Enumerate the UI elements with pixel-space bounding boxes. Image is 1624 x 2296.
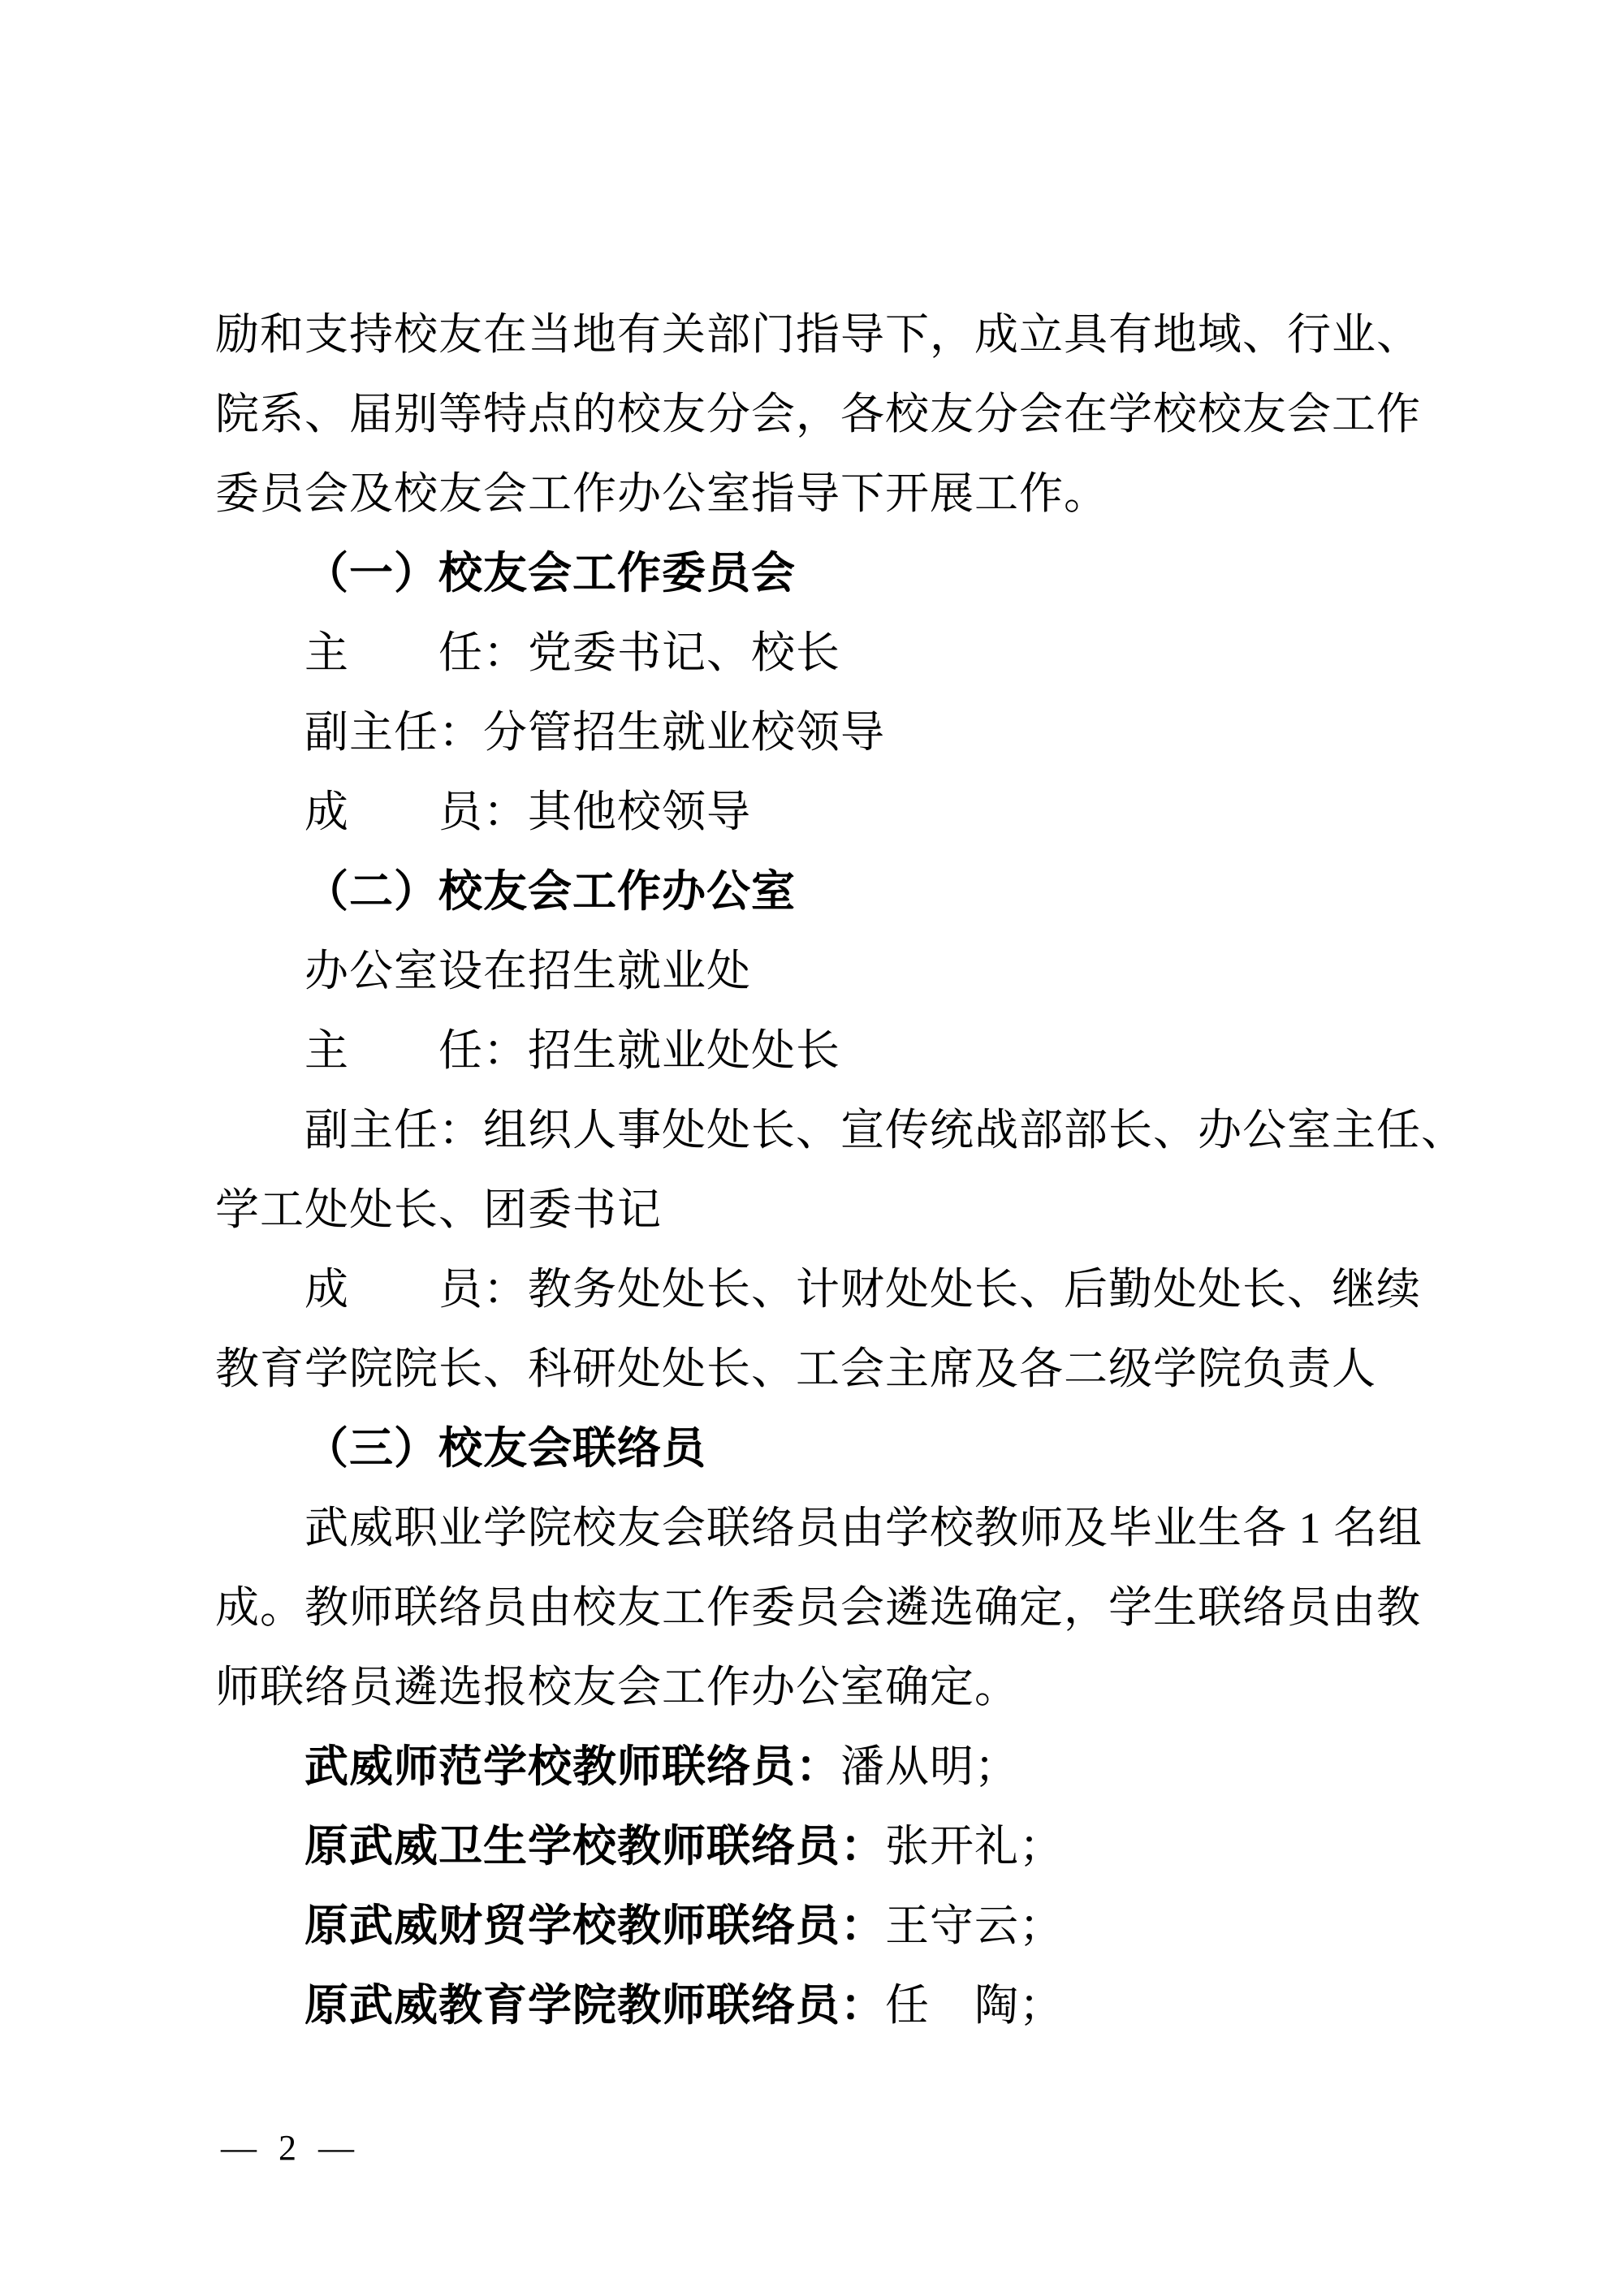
heading-liaison: （三）校友会联络员 bbox=[304, 1424, 706, 1473]
office-members-line-2: 教育学院院长、科研处处长、工会主席及各二级学院负责人 bbox=[215, 1344, 1376, 1393]
office-deputy-line-2: 学工处处长、团委书记 bbox=[215, 1185, 662, 1234]
office-location-line: 办公室设在招生就业处 bbox=[304, 947, 751, 995]
committee-members-line: 成 员：其他校领导 bbox=[304, 788, 751, 836]
page-number: — 2 — bbox=[221, 2128, 361, 2168]
liaison-label: 原武威教育学院教师联络员： bbox=[304, 1981, 885, 2030]
liaison-name: 张开礼； bbox=[885, 1822, 1064, 1871]
heading-committee: （一）校友会工作委员会 bbox=[304, 549, 796, 598]
liaison-label: 原武威财贸学校教师联络员： bbox=[304, 1901, 885, 1950]
office-director-line: 主 任：招生就业处处长 bbox=[304, 1026, 840, 1075]
intro-line-2: 院系、届别等特点的校友分会，各校友分会在学校校友会工作 bbox=[215, 390, 1421, 438]
office-members-line-1: 成 员：教务处处长、计财处处长、后勤处处长、继续 bbox=[304, 1265, 1421, 1314]
liaison-name: 潘从明； bbox=[840, 1742, 1019, 1791]
liaison-line-education-college bbox=[215, 1966, 1429, 2045]
liaison-label: 原武威卫生学校教师联络员： bbox=[304, 1822, 885, 1871]
office-deputy-line-1: 副主任：组织人事处处长、宣传统战部部长、办公室主任、 bbox=[304, 1106, 1466, 1154]
intro-line-3: 委员会及校友会工作办公室指导下开展工作。 bbox=[215, 469, 1108, 518]
document-body bbox=[215, 295, 1466, 2045]
liaison-intro-line-3: 师联络员遴选报校友会工作办公室确定。 bbox=[215, 1663, 1019, 1711]
liaison-name: 王守云； bbox=[885, 1901, 1064, 1950]
liaison-line-finance-school bbox=[215, 1886, 1429, 1966]
liaison-name: 任 陶； bbox=[885, 1981, 1064, 2030]
liaison-line-health-school bbox=[215, 1806, 1429, 1886]
liaison-label: 武威师范学校教师联络员： bbox=[304, 1742, 840, 1791]
liaison-line-normal-school bbox=[215, 1727, 1429, 1806]
heading-office: （二）校友会工作办公室 bbox=[304, 867, 796, 916]
intro-line-1: 励和支持校友在当地有关部门指导下，成立具有地域、行业、 bbox=[215, 310, 1421, 359]
liaison-intro-line-1: 武威职业学院校友会联络员由学校教师及毕业生各 1 名组 bbox=[304, 1504, 1423, 1552]
liaison-intro-line-2: 成。教师联络员由校友工作委员会遴选确定，学生联络员由教 bbox=[215, 1583, 1421, 1632]
committee-director-line: 主 任：党委书记、校长 bbox=[304, 628, 840, 677]
committee-deputy-line: 副主任：分管招生就业校领导 bbox=[304, 708, 885, 757]
